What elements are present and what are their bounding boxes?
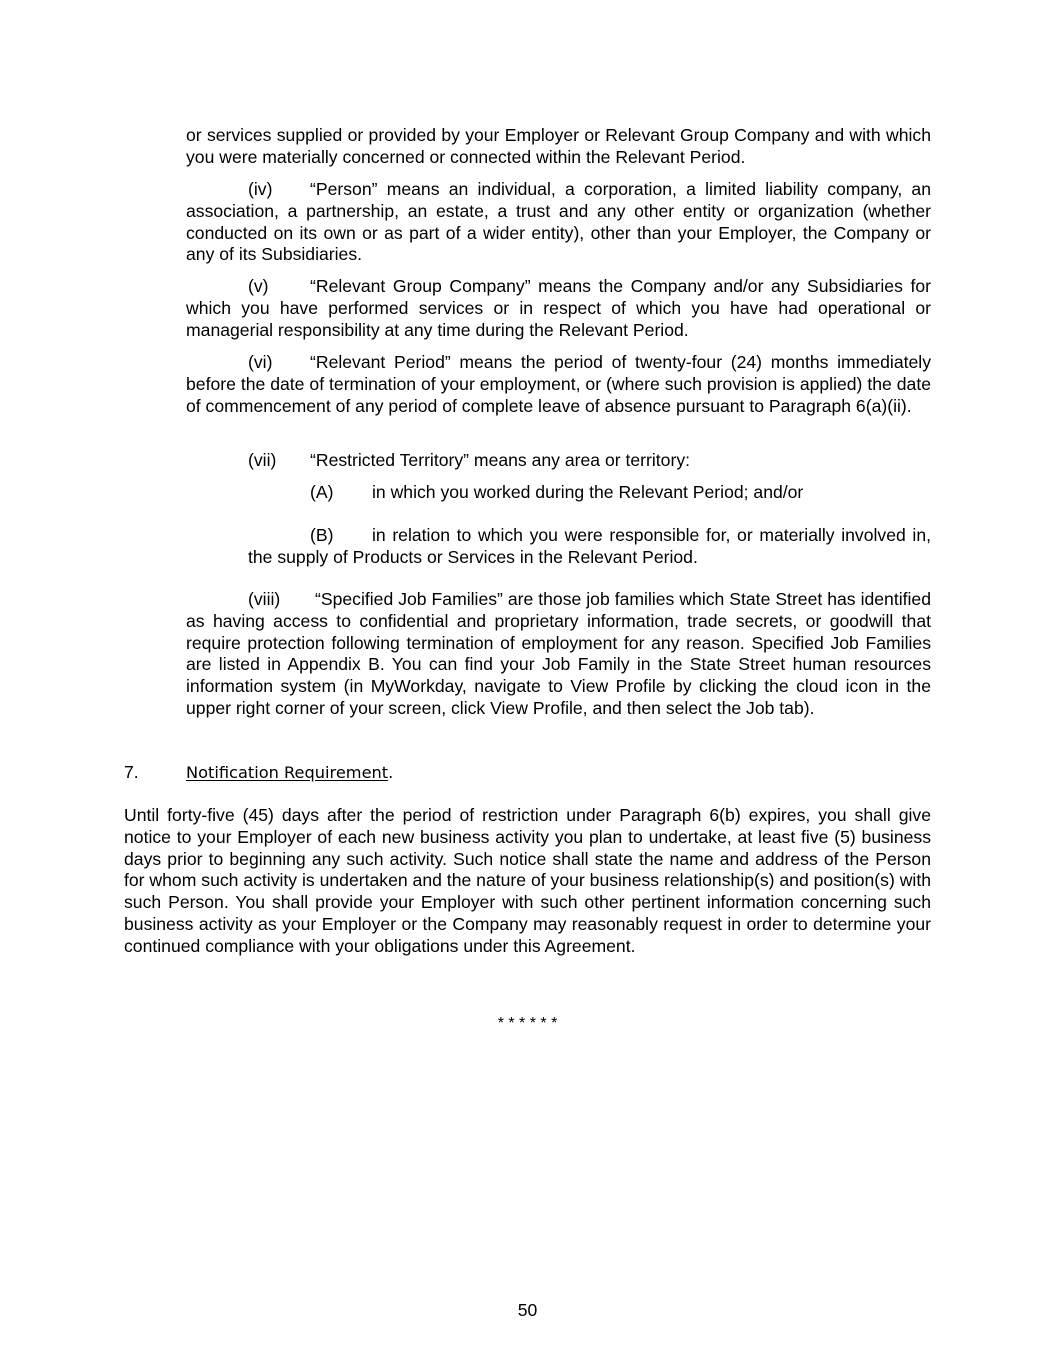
section-number: 7. xyxy=(124,762,139,782)
definition-restricted-territory xyxy=(248,450,931,472)
definition-specified-job-families xyxy=(186,589,931,720)
sub-item-label: (B) xyxy=(310,525,334,545)
sub-item-label: (A) xyxy=(310,482,334,502)
definition-label: (vi) xyxy=(248,352,273,372)
sub-item-b xyxy=(248,525,931,569)
sub-item-text: in relation to which you were responsible for, or materially involved in, the supply of Products or Services in the Relevant Period. xyxy=(248,525,931,567)
section-title-period: . xyxy=(388,763,394,782)
end-marker: * * * * * * xyxy=(497,1015,558,1032)
definition-label: (v) xyxy=(248,276,269,296)
definition-label: (viii) xyxy=(248,589,281,609)
definition-label: (iv) xyxy=(248,179,273,199)
continuation-paragraph: or services supplied or provided by your Employer or Relevant Group Company and with which you were materially concerned or connected within the Relevant Period. xyxy=(186,125,931,167)
definition-relevant-period xyxy=(186,352,931,417)
sub-item-text: in which you worked during the Relevant Period; and/or xyxy=(372,482,804,502)
section-title: Notification Requirement xyxy=(186,763,389,782)
definition-text: “Specified Job Families” are those job families which State Street has identified as having access to confidential and proprietary information, trade secrets, or goodwill that require protection following termination of employment for any reason. Specified Job Families are listed in Appendix B. You can find your Job Family in the State Street human resources information system (in MyWorkday, navigate to View Profile by clicking the cloud icon in the upper right corner of your screen, click View Profile, and then select the Job tab). xyxy=(186,589,931,718)
sub-item-a xyxy=(310,482,931,504)
section-heading xyxy=(186,762,393,784)
definition-text: “Relevant Group Company” means the Company and/or any Subsidiaries for which you have performed services or in respect of which you have had operational or managerial responsibility at any time during the Relevant Period. xyxy=(186,276,931,340)
section-body: Until forty-five (45) days after the period of restriction under Paragraph 6(b) expires, you shall give notice to your Employer of each new business activity you plan to undertake, at least five (5) business days prior to beginning any such activity. Such notice shall state the name and address of the Person for whom such activity is undertaken and the nature of your business relationship(s) and position(s) with such Person. You shall provide your Employer with such other pertinent information concerning such business activity as your Employer or the Company may reasonably request in order to determine your continued compliance with your obligations under this Agreement. xyxy=(124,805,931,956)
definition-label: (vii) xyxy=(248,450,277,470)
definition-text: “Relevant Period” means the period of twenty-four (24) months immediately before the date of termination of your employment, or (where such provision is applied) the date of commencement of any period of complete leave of absence pursuant to Paragraph 6(a)(ii). xyxy=(186,352,931,416)
definition-person xyxy=(186,179,931,266)
definition-text: “Restricted Territory” means any area or territory: xyxy=(310,450,691,470)
definition-relevant-group-company xyxy=(186,276,931,341)
definition-text: “Person” means an individual, a corporation, a limited liability company, an association, a partnership, an estate, a trust and any other entity or organization (whether conducted on its own or as part of a wider entity), other than your Employer, the Company or any of its Subsidiaries. xyxy=(186,179,931,265)
page-number: 50 xyxy=(517,1299,538,1320)
